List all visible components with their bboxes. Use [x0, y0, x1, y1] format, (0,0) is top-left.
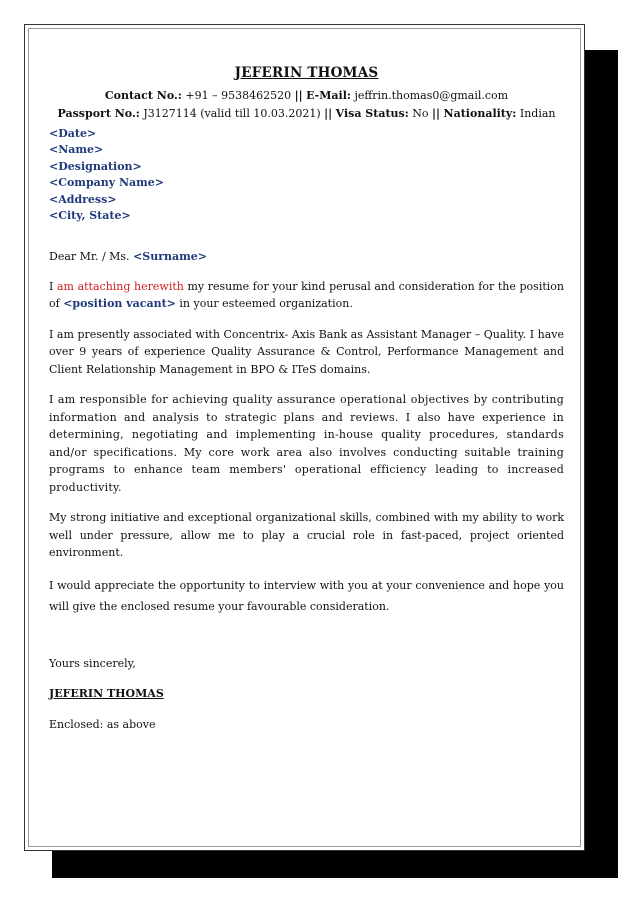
p1-highlight: am attaching herewith — [56, 279, 184, 293]
separator: || — [294, 88, 303, 102]
recipient-city-state: <City, State> — [49, 209, 131, 223]
letter-content — [49, 65, 564, 733]
passport-label: Passport No.: — [57, 106, 140, 120]
recipient-address: <Address> — [49, 192, 117, 206]
salutation-prefix: Dear Mr. / Ms. — [49, 250, 134, 264]
paragraph-1 — [49, 278, 564, 313]
p1-middle: my resume for your kind perusal and consideration for the position of — [49, 279, 564, 311]
recipient-name: <Name> — [49, 143, 104, 157]
enclosed-note: Enclosed: as above — [49, 717, 156, 731]
recipient-block — [49, 126, 564, 226]
paragraph-4: My strong initiative and exceptional organizational skills, combined with my ability to work well under pressure, allow me to play a crucial role in fast-paced, project oriented environment. — [49, 511, 564, 560]
email-value: jeffrin.thomas0@gmail.com — [354, 88, 509, 102]
recipient-company: <Company Name> — [49, 176, 165, 190]
letter-page — [24, 24, 585, 851]
recipient-date: <Date> — [49, 126, 97, 140]
paragraph-3: I am responsible for achieving quality assurance operational objectives by contributing information and analysis to strategic plans and reviews. I also have experience in determining, negotiating and implementing in-house quality procedures, standards and/or specifications. My core work area also involves conducting suitable training programs to enhance team members' operational efficiency leading to increased productivity. — [49, 393, 564, 494]
salutation — [49, 248, 564, 266]
p1-start: I — [49, 279, 57, 293]
contact-value: +91 – 9538462520 — [185, 88, 292, 102]
signature-name: JEFERIN THOMAS — [49, 687, 164, 701]
separator: || — [432, 106, 441, 120]
p1-end: in your esteemed organization. — [175, 297, 353, 311]
nationality-label: Nationality: — [443, 106, 517, 120]
salutation-surname: <Surname> — [133, 250, 207, 264]
nationality-value: Indian — [519, 106, 556, 120]
email-label: E-Mail: — [306, 88, 351, 102]
passport-value: J3127114 (valid till 10.03.2021) — [143, 106, 321, 120]
recipient-designation: <Designation> — [49, 159, 142, 173]
contact-line — [49, 87, 564, 105]
applicant-name-heading: JEFERIN THOMAS — [234, 65, 379, 81]
visa-value: No — [412, 106, 429, 120]
separator: || — [324, 106, 333, 120]
p1-position: <position vacant> — [63, 297, 176, 311]
sign-off: Yours sincerely, — [49, 656, 136, 670]
paragraph-5: I would appreciate the opportunity to interview with you at your convenience and hope you will give the enclosed resume your favourable consideration. — [49, 578, 564, 613]
contact-label: Contact No.: — [104, 88, 182, 102]
passport-line — [49, 105, 564, 123]
paragraph-2: I am presently associated with Concentrix- Axis Bank as Assistant Manager – Quality. I have over 9 years of experience Quality Assurance & Control, Performance Management and Client Relationship Management in BPO & ITeS domains. — [49, 327, 564, 376]
visa-label: Visa Status: — [335, 106, 409, 120]
